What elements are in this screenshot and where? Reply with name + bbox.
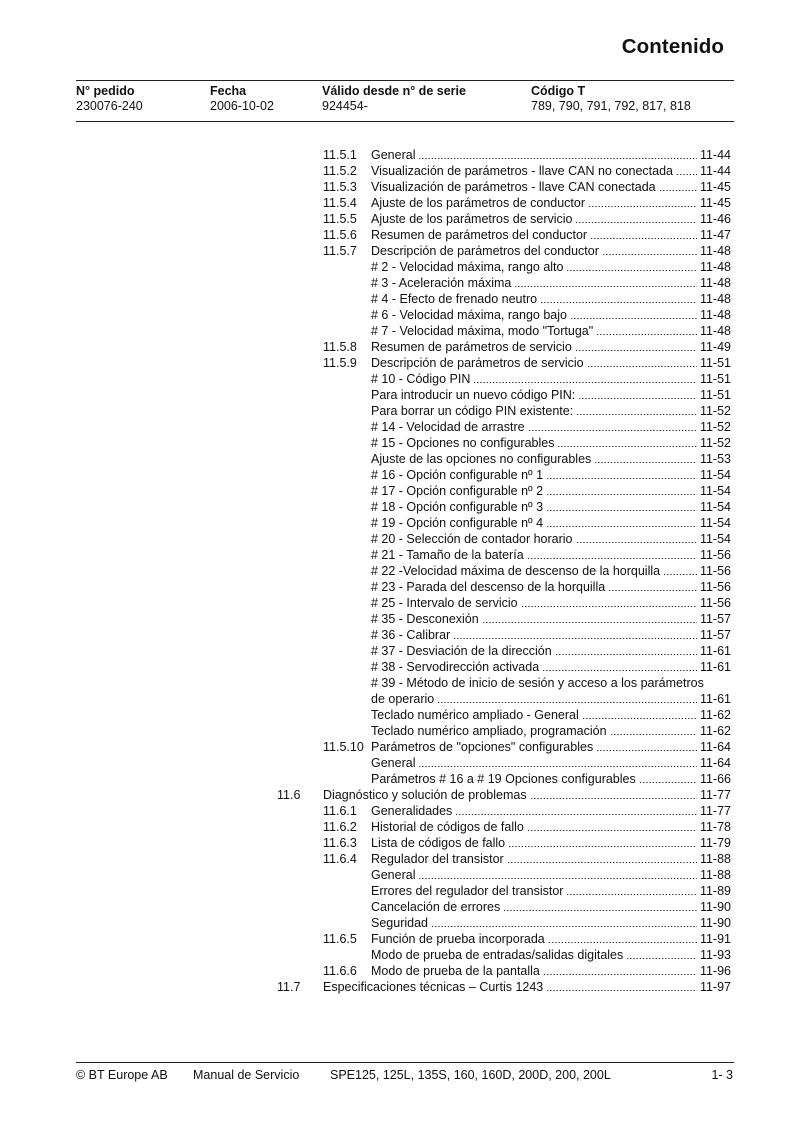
toc-page-number: 11-48 [699, 324, 731, 338]
toc-dot-leader [455, 804, 697, 816]
toc-entry-title: Historial de códigos de fallo [371, 820, 524, 834]
toc-page-number: 11-62 [699, 708, 731, 722]
page-title: Contenido [621, 35, 724, 58]
toc-page-number: 11-52 [699, 436, 731, 450]
toc-entry-title: Especificaciones técnicas – Curtis 1243 [323, 980, 544, 994]
valid-serial-field [322, 84, 466, 114]
toc-entry [0, 483, 793, 499]
toc-page-number: 11-64 [699, 740, 731, 754]
toc-page-number: 11-56 [699, 580, 731, 594]
toc-entry-title: # 19 - Opción configurable nº 4 [371, 516, 544, 530]
toc-dot-leader [546, 468, 697, 480]
toc-dot-leader [610, 724, 697, 736]
toc-entry [0, 659, 793, 675]
toc-entry-title: Diagnóstico y solución de problemas [323, 788, 527, 802]
toc-dot-leader [453, 628, 697, 640]
toc-entry-title: Resumen de parámetros de servicio [371, 340, 572, 354]
toc-entry-title: Para introducir un nuevo código PIN: [371, 388, 576, 402]
toc-dot-leader [546, 980, 697, 992]
toc-dot-leader [418, 756, 696, 768]
toc-entry [0, 179, 793, 195]
toc-dot-leader [566, 260, 696, 272]
toc-dot-leader [418, 148, 696, 160]
toc-page-number: 11-45 [699, 180, 731, 194]
toc-dot-leader [530, 788, 697, 800]
toc-entry [0, 467, 793, 483]
toc-page-number: 11-64 [699, 756, 731, 770]
toc-section-number: 11.5.7 [323, 244, 357, 258]
toc-dot-leader [543, 964, 697, 976]
toc-page-number: 11-48 [699, 244, 731, 258]
toc-entry [0, 643, 793, 659]
valid-serial-label: Válido desde n° de serie [322, 84, 466, 98]
t-code-label: Código T [531, 84, 586, 98]
toc-entry-title: # 23 - Parada del descenso de la horquilla [371, 580, 606, 594]
toc-entry [0, 307, 793, 323]
toc-page-number: 11-51 [699, 372, 731, 386]
toc-page-number: 11-79 [699, 836, 731, 850]
toc-page-number: 11-52 [699, 404, 731, 418]
date-field [210, 84, 274, 114]
valid-serial-value: 924454- [322, 99, 368, 113]
toc-dot-leader [527, 820, 697, 832]
toc-entry [0, 435, 793, 451]
header-bottom-rule [76, 121, 734, 122]
footer-rule [76, 1062, 734, 1063]
toc-dot-leader [431, 916, 697, 928]
toc-page-number: 11-90 [699, 900, 731, 914]
toc-page-number: 11-61 [699, 692, 731, 706]
toc-entry-title: Ajuste de los parámetros de conductor [371, 196, 586, 210]
toc-entry-title: General [371, 148, 416, 162]
toc-page-number: 11-93 [699, 948, 731, 962]
toc-page-number: 11-62 [699, 724, 731, 738]
toc-entry [0, 627, 793, 643]
toc-entry-title: # 37 - Desviación de la dirección [371, 644, 552, 658]
toc-entry-title: Teclado numérico ampliado - General [371, 708, 579, 722]
toc-dot-leader [576, 404, 697, 416]
t-code-field [531, 84, 691, 114]
toc-entry-title: # 14 - Velocidad de arrastre [371, 420, 525, 434]
toc-section-number: 11.6.2 [323, 820, 357, 834]
toc-entry [0, 883, 793, 899]
toc-entry-title: # 38 - Servodirección activada [371, 660, 540, 674]
toc-entry-title: # 6 - Velocidad máxima, rango bajo [371, 308, 567, 322]
toc-entry [0, 371, 793, 387]
toc-entry [0, 547, 793, 563]
toc-entry [0, 915, 793, 931]
toc-entry [0, 259, 793, 275]
toc-entry [0, 595, 793, 611]
toc-dot-leader [508, 836, 697, 848]
header-top-rule [76, 80, 734, 81]
toc-entry [0, 451, 793, 467]
toc-entry-title: # 18 - Opción configurable nº 3 [371, 500, 544, 514]
toc-entry-title: Seguridad [371, 916, 428, 930]
toc-entry-title: de operario [371, 692, 435, 706]
toc-dot-leader [546, 484, 697, 496]
toc-page-number: 11-53 [699, 452, 731, 466]
toc-entry [0, 707, 793, 723]
toc-page-number: 11-44 [699, 164, 731, 178]
footer-manual: Manual de Servicio [193, 1068, 300, 1082]
toc-entry-title: Teclado numérico ampliado, programación [371, 724, 607, 738]
toc-entry [0, 947, 793, 963]
toc-entry-title: Visualización de parámetros - llave CAN no conectada [371, 164, 674, 178]
toc-dot-leader [587, 356, 697, 368]
toc-entry [0, 291, 793, 307]
toc-entry [0, 803, 793, 819]
toc-entry-title: # 15 - Opciones no configurables [371, 436, 555, 450]
toc-section-number: 11.6 [277, 788, 301, 802]
toc-entry [0, 243, 793, 259]
toc-entry-title: # 7 - Velocidad máxima, modo "Tortuga" [371, 324, 594, 338]
toc-entry-title: Ajuste de las opciones no configurables [371, 452, 592, 466]
toc-dot-leader [473, 372, 697, 384]
toc-page-number: 11-54 [699, 516, 731, 530]
toc-dot-leader [588, 196, 697, 208]
toc-page-number: 11-89 [699, 884, 731, 898]
toc-section-number: 11.5.10 [323, 740, 364, 754]
toc-entry-title: # 36 - Calibrar [371, 628, 451, 642]
toc-dot-leader [575, 212, 696, 224]
toc-dot-leader [540, 292, 697, 304]
toc-section-number: 11.5.6 [323, 228, 357, 242]
toc-entry-title: # 2 - Velocidad máxima, rango alto [371, 260, 564, 274]
toc-page-number: 11-51 [699, 356, 731, 370]
toc-dot-leader [590, 228, 697, 240]
toc-section-number: 11.6.4 [323, 852, 357, 866]
toc-entry-title: # 22 -Velocidad máxima de descenso de la horquilla [371, 564, 661, 578]
toc-page-number: 11-61 [699, 644, 731, 658]
toc-page-number: 11-61 [699, 660, 731, 674]
toc-page-number: 11-56 [699, 548, 731, 562]
toc-entry [0, 531, 793, 547]
toc-entry-title: Regulador del transistor [371, 852, 504, 866]
footer-copyright: © BT Europe AB [76, 1068, 168, 1082]
toc-dot-leader [596, 324, 697, 336]
toc-entry [0, 867, 793, 883]
toc-page-number: 11-46 [699, 212, 731, 226]
toc-dot-leader [608, 580, 697, 592]
toc-dot-leader [527, 548, 697, 560]
toc-entry [0, 835, 793, 851]
toc-dot-leader [521, 596, 697, 608]
toc-dot-leader [542, 660, 697, 672]
toc-dot-leader [575, 340, 697, 352]
toc-dot-leader [578, 388, 697, 400]
toc-entry-title: # 20 - Selección de contador horario [371, 532, 573, 546]
toc-entry-title: Generalidades [371, 804, 453, 818]
toc-entry [0, 899, 793, 915]
toc-dot-leader [639, 772, 697, 784]
toc-page-number: 11-91 [699, 932, 731, 946]
toc-entry [0, 675, 793, 691]
toc-page-number: 11-78 [699, 820, 731, 834]
toc-dot-leader [602, 244, 697, 256]
toc-entry-title: # 39 - Método de inicio de sesión y acceso a los parámetros [371, 676, 704, 690]
toc-dot-leader [546, 500, 697, 512]
toc-dot-leader [626, 948, 697, 960]
toc-entry [0, 227, 793, 243]
toc-entry [0, 211, 793, 227]
toc-dot-leader [507, 852, 697, 864]
toc-entry [0, 387, 793, 403]
t-code-value: 789, 790, 791, 792, 817, 818 [531, 99, 691, 113]
toc-entry-title: Errores del regulador del transistor [371, 884, 564, 898]
toc-dot-leader [659, 180, 697, 192]
date-label: Fecha [210, 84, 247, 98]
toc-entry [0, 787, 793, 803]
toc-entry-title: Ajuste de los parámetros de servicio [371, 212, 573, 226]
toc-entry-title: Descripción de parámetros del conductor [371, 244, 599, 258]
toc-dot-leader [555, 644, 697, 656]
toc-page-number: 11-45 [699, 196, 731, 210]
toc-page-number: 11-57 [699, 612, 731, 626]
toc-page-number: 11-48 [699, 292, 731, 306]
order-number-field [76, 84, 143, 114]
toc-dot-leader [582, 708, 697, 720]
table-of-contents [0, 147, 793, 995]
toc-page-number: 11-77 [699, 788, 731, 802]
toc-entry-title: Cancelación de errores [371, 900, 501, 914]
toc-dot-leader [570, 308, 697, 320]
toc-page-number: 11-90 [699, 916, 731, 930]
toc-page-number: 11-54 [699, 484, 731, 498]
toc-page-number: 11-54 [699, 500, 731, 514]
toc-entry-title: # 4 - Efecto de frenado neutro [371, 292, 538, 306]
toc-page-number: 11-48 [699, 308, 731, 322]
toc-page-number: 11-56 [699, 564, 731, 578]
toc-section-number: 11.5.2 [323, 164, 357, 178]
toc-entry-title: # 25 - Intervalo de servicio [371, 596, 518, 610]
toc-page-number: 11-96 [699, 964, 731, 978]
toc-section-number: 11.5.4 [323, 196, 357, 210]
toc-section-number: 11.6.6 [323, 964, 357, 978]
footer-page-number: 1- 3 [711, 1068, 733, 1082]
toc-entry-title: Modo de prueba de entradas/salidas digitales [371, 948, 624, 962]
toc-dot-leader [546, 516, 697, 528]
toc-page-number: 11-47 [699, 228, 731, 242]
toc-page-number: 11-97 [699, 980, 731, 994]
toc-entry-title: # 35 - Desconexión [371, 612, 479, 626]
toc-entry [0, 355, 793, 371]
toc-entry [0, 755, 793, 771]
toc-entry [0, 979, 793, 995]
toc-dot-leader [437, 692, 697, 704]
toc-entry-title: Modo de prueba de la pantalla [371, 964, 540, 978]
toc-entry [0, 931, 793, 947]
toc-entry [0, 275, 793, 291]
toc-entry-title: # 10 - Código PIN [371, 372, 471, 386]
toc-entry-title: # 16 - Opción configurable nº 1 [371, 468, 544, 482]
toc-entry [0, 515, 793, 531]
toc-entry-title: # 21 - Tamaño de la batería [371, 548, 524, 562]
toc-page-number: 11-54 [699, 532, 731, 546]
order-number-label: N° pedido [76, 84, 135, 98]
toc-section-number: 11.5.1 [323, 148, 357, 162]
toc-entry [0, 963, 793, 979]
toc-entry [0, 419, 793, 435]
footer-models: SPE125, 125L, 135S, 160, 160D, 200D, 200, 200L [330, 1068, 611, 1082]
toc-section-number: 11.6.5 [323, 932, 357, 946]
toc-page-number: 11-48 [699, 276, 731, 290]
toc-section-number: 11.6.3 [323, 836, 357, 850]
toc-dot-leader [566, 884, 697, 896]
toc-dot-leader [596, 740, 697, 752]
toc-dot-leader [557, 436, 697, 448]
toc-entry [0, 323, 793, 339]
toc-entry-title: # 17 - Opción configurable nº 2 [371, 484, 544, 498]
toc-entry-title: Parámetros de "opciones" configurables [371, 740, 594, 754]
toc-entry-title: Descripción de parámetros de servicio [371, 356, 584, 370]
toc-entry [0, 339, 793, 355]
toc-dot-leader [676, 164, 697, 176]
date-value: 2006-10-02 [210, 99, 274, 113]
toc-entry-title: Función de prueba incorporada [371, 932, 545, 946]
toc-entry-title: # 3 - Aceleración máxima [371, 276, 512, 290]
toc-page-number: 11-51 [699, 388, 731, 402]
toc-entry-title: Lista de códigos de fallo [371, 836, 506, 850]
toc-entry [0, 723, 793, 739]
toc-page-number: 11-44 [699, 148, 731, 162]
order-number-value: 230076-240 [76, 99, 143, 113]
toc-dot-leader [528, 420, 697, 432]
toc-section-number: 11.5.9 [323, 356, 357, 370]
toc-entry-title: Para borrar un código PIN existente: [371, 404, 574, 418]
toc-entry-title: Resumen de parámetros del conductor [371, 228, 588, 242]
toc-entry [0, 819, 793, 835]
toc-entry [0, 195, 793, 211]
toc-entry [0, 579, 793, 595]
toc-page-number: 11-54 [699, 468, 731, 482]
toc-entry [0, 691, 793, 707]
toc-entry-title: Parámetros # 16 a # 19 Opciones configurables [371, 772, 636, 786]
toc-dot-leader [514, 276, 697, 288]
toc-section-number: 11.5.5 [323, 212, 357, 226]
toc-section-number: 11.5.8 [323, 340, 357, 354]
toc-page-number: 11-52 [699, 420, 731, 434]
toc-entry-title: Visualización de parámetros - llave CAN conectada [371, 180, 656, 194]
toc-entry [0, 403, 793, 419]
toc-dot-leader [418, 868, 696, 880]
toc-section-number: 11.6.1 [323, 804, 357, 818]
toc-page-number: 11-88 [699, 868, 731, 882]
toc-entry [0, 163, 793, 179]
toc-page-number: 11-49 [699, 340, 731, 354]
toc-dot-leader [594, 452, 697, 464]
toc-entry [0, 147, 793, 163]
toc-page-number: 11-57 [699, 628, 731, 642]
toc-entry [0, 851, 793, 867]
toc-entry-title: General [371, 756, 416, 770]
toc-dot-leader [482, 612, 697, 624]
toc-section-number: 11.5.3 [323, 180, 357, 194]
toc-page-number: 11-66 [699, 772, 731, 786]
toc-page-number: 11-48 [699, 260, 731, 274]
toc-dot-leader [576, 532, 697, 544]
toc-page-number: 11-56 [699, 596, 731, 610]
toc-entry [0, 611, 793, 627]
toc-dot-leader [503, 900, 697, 912]
toc-entry [0, 739, 793, 755]
toc-dot-leader [548, 932, 697, 944]
toc-entry [0, 771, 793, 787]
toc-page-number: 11-77 [699, 804, 731, 818]
toc-page-number: 11-88 [699, 852, 731, 866]
toc-entry-title: General [371, 868, 416, 882]
toc-entry [0, 563, 793, 579]
toc-entry [0, 499, 793, 515]
toc-dot-leader [663, 564, 697, 576]
toc-section-number: 11.7 [277, 980, 301, 994]
